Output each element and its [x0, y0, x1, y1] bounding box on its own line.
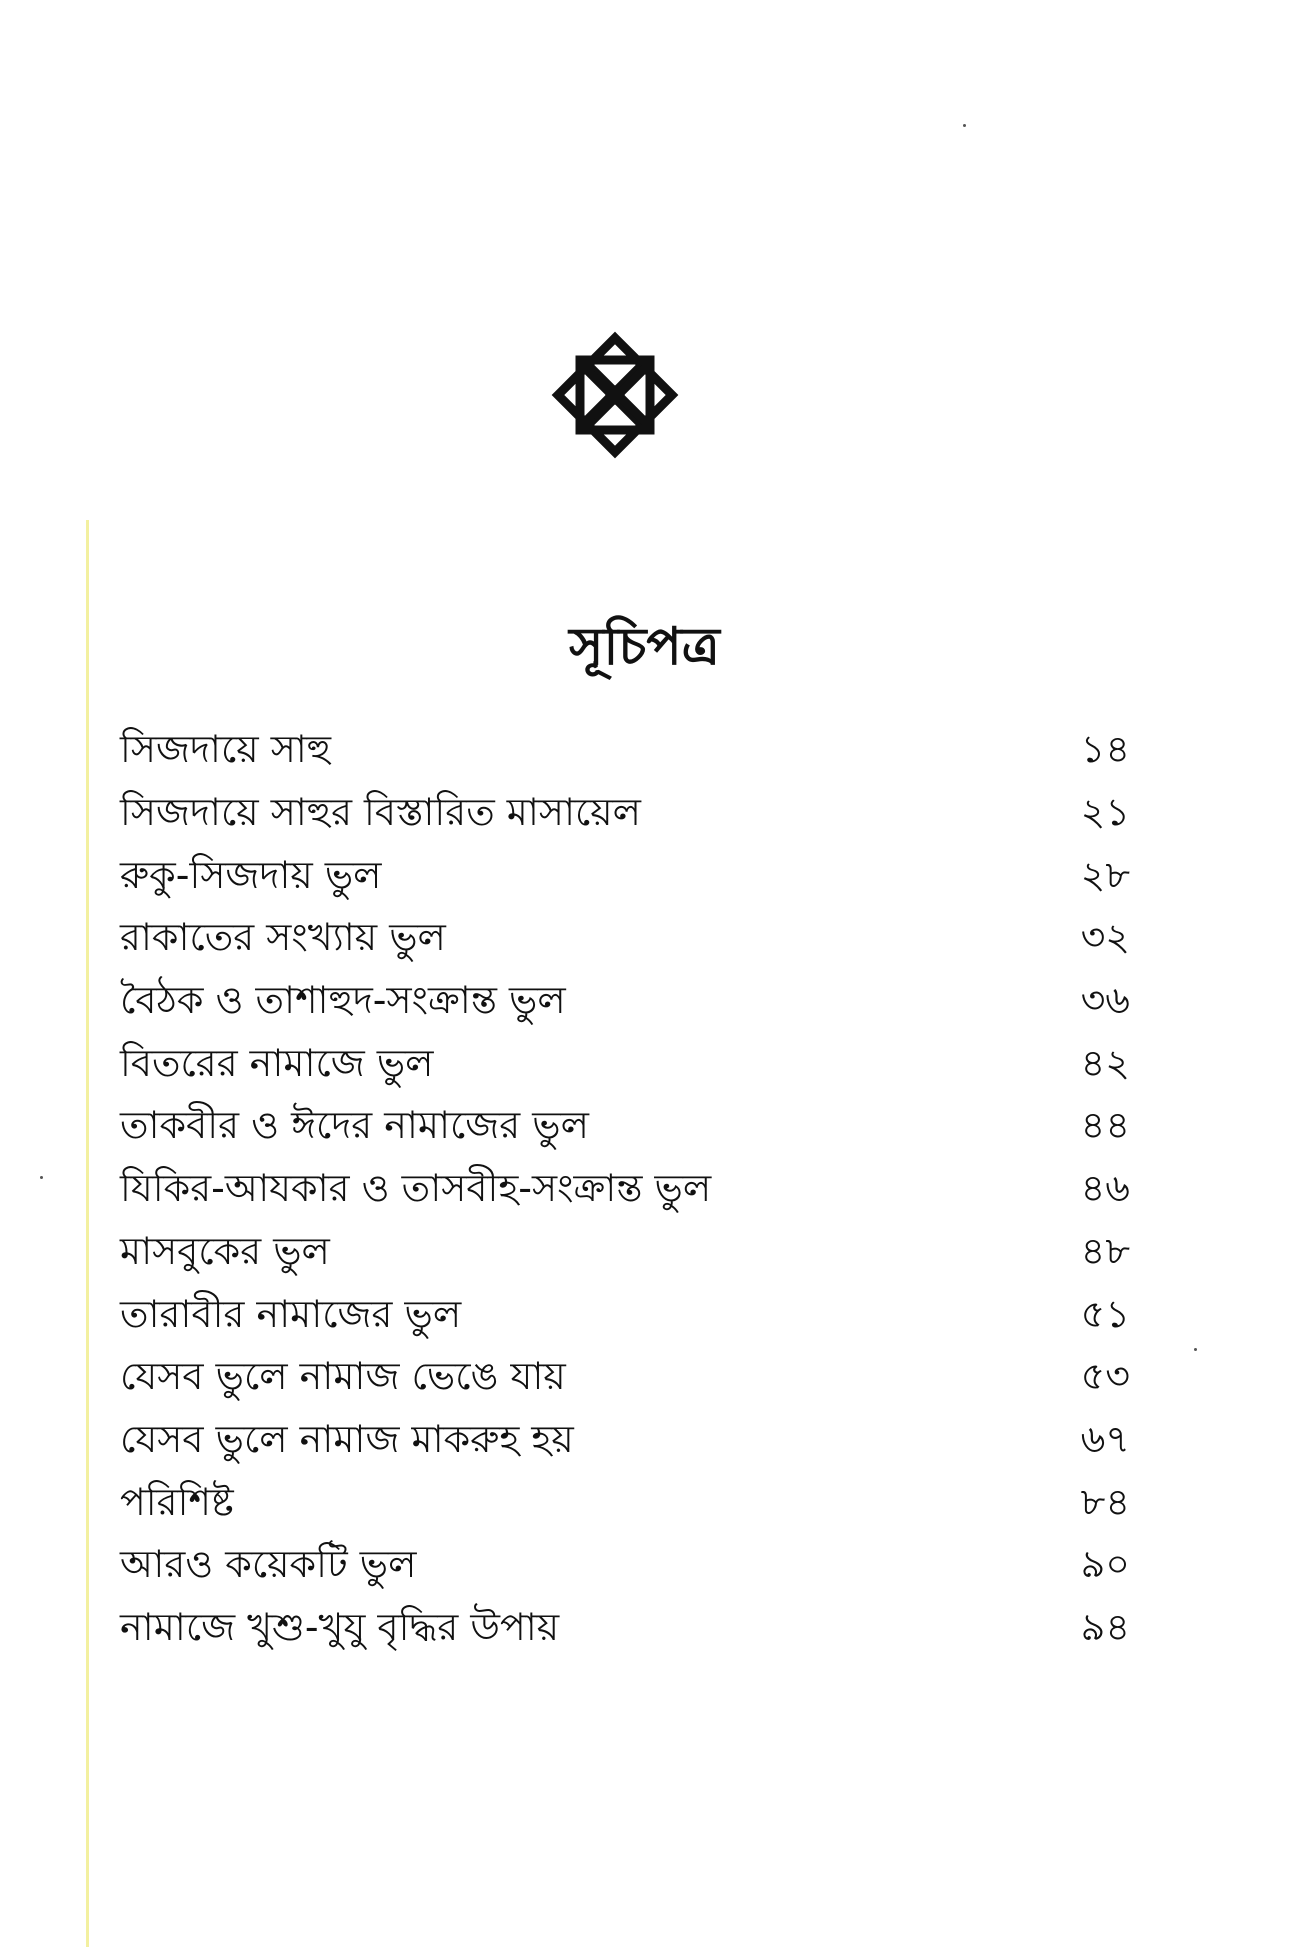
- margin-line: [86, 520, 89, 1947]
- page-title: সূচিপত্র: [569, 617, 720, 677]
- toc-entry-title: তাকবীর ও ঈদের নামাজের ভুল: [120, 1103, 589, 1148]
- toc-entry: [120, 843, 1130, 906]
- print-speck: [1194, 1348, 1197, 1351]
- toc-entry-title: রাকাতের সংখ্যায় ভুল: [120, 915, 446, 960]
- toc-entry: [120, 1533, 1130, 1596]
- toc-entry-title: যিকির-আযকার ও তাসবীহ-সংক্রান্ত ভুল: [120, 1166, 712, 1211]
- toc-entry-title: আরও কয়েকটি ভুল: [120, 1542, 417, 1587]
- toc-entry-title: যেসব ভুলে নামাজ ভেঙে যায়: [120, 1354, 566, 1399]
- geometric-star-ornament-icon: [550, 330, 680, 460]
- toc-entry: [120, 1031, 1130, 1094]
- toc-page-number: ৩৬: [1080, 978, 1130, 1023]
- toc-entry-title: রুকু-সিজদায় ভুল: [120, 852, 382, 897]
- toc-entry: [120, 1596, 1130, 1659]
- toc-entry-title: বৈঠক ও তাশাহুদ-সংক্রান্ত ভুল: [120, 978, 566, 1023]
- toc-entry-title: মাসবুকের ভুল: [120, 1228, 330, 1273]
- toc-entry: [120, 906, 1130, 969]
- toc-entry-title: নামাজে খুশু-খুযু বৃদ্ধির উপায়: [120, 1604, 560, 1649]
- toc-entry: [120, 1470, 1130, 1533]
- toc-page-number: ৪৪: [1080, 1103, 1130, 1148]
- toc-entry-title: তারাবীর নামাজের ভুল: [120, 1291, 462, 1336]
- toc-entry-title: বিতরের নামাজে ভুল: [120, 1040, 434, 1085]
- toc-page-number: ৬৭: [1080, 1416, 1130, 1461]
- toc-entry: [120, 1094, 1130, 1157]
- toc-page-number: ৯৪: [1080, 1604, 1130, 1649]
- print-speck: [963, 124, 966, 127]
- toc-page-number: ৫১: [1080, 1291, 1130, 1336]
- print-speck: [40, 1176, 43, 1179]
- toc-page-number: ৪২: [1080, 1040, 1130, 1085]
- toc-entry: [120, 969, 1130, 1032]
- toc-page-number: ৯০: [1080, 1542, 1130, 1587]
- toc-page-number: ৪৮: [1080, 1228, 1130, 1273]
- toc-entry: [120, 781, 1130, 844]
- toc-entry: [120, 718, 1130, 781]
- toc-entry-title: পরিশিষ্ট: [120, 1479, 234, 1524]
- toc-page-number: ৫৩: [1080, 1354, 1130, 1399]
- toc-entry-title: সিজদায়ে সাহুর বিস্তারিত মাসায়েল: [120, 790, 641, 835]
- toc-page-number: ৩২: [1080, 915, 1130, 960]
- toc-entry: [120, 1408, 1130, 1471]
- table-of-contents: [120, 718, 1130, 1658]
- toc-page-number: ১৪: [1080, 727, 1130, 772]
- toc-page-number: ২১: [1080, 790, 1130, 835]
- toc-entry: [120, 1345, 1130, 1408]
- toc-entry-title: সিজদায়ে সাহু: [120, 727, 332, 772]
- toc-entry-title: যেসব ভুলে নামাজ মাকরুহ হয়: [120, 1416, 574, 1461]
- toc-entry: [120, 1220, 1130, 1283]
- toc-entry: [120, 1157, 1130, 1220]
- toc-entry: [120, 1282, 1130, 1345]
- toc-page-number: ৪৬: [1080, 1166, 1130, 1211]
- toc-page-number: ২৮: [1080, 852, 1130, 897]
- toc-page-number: ৮৪: [1080, 1479, 1130, 1524]
